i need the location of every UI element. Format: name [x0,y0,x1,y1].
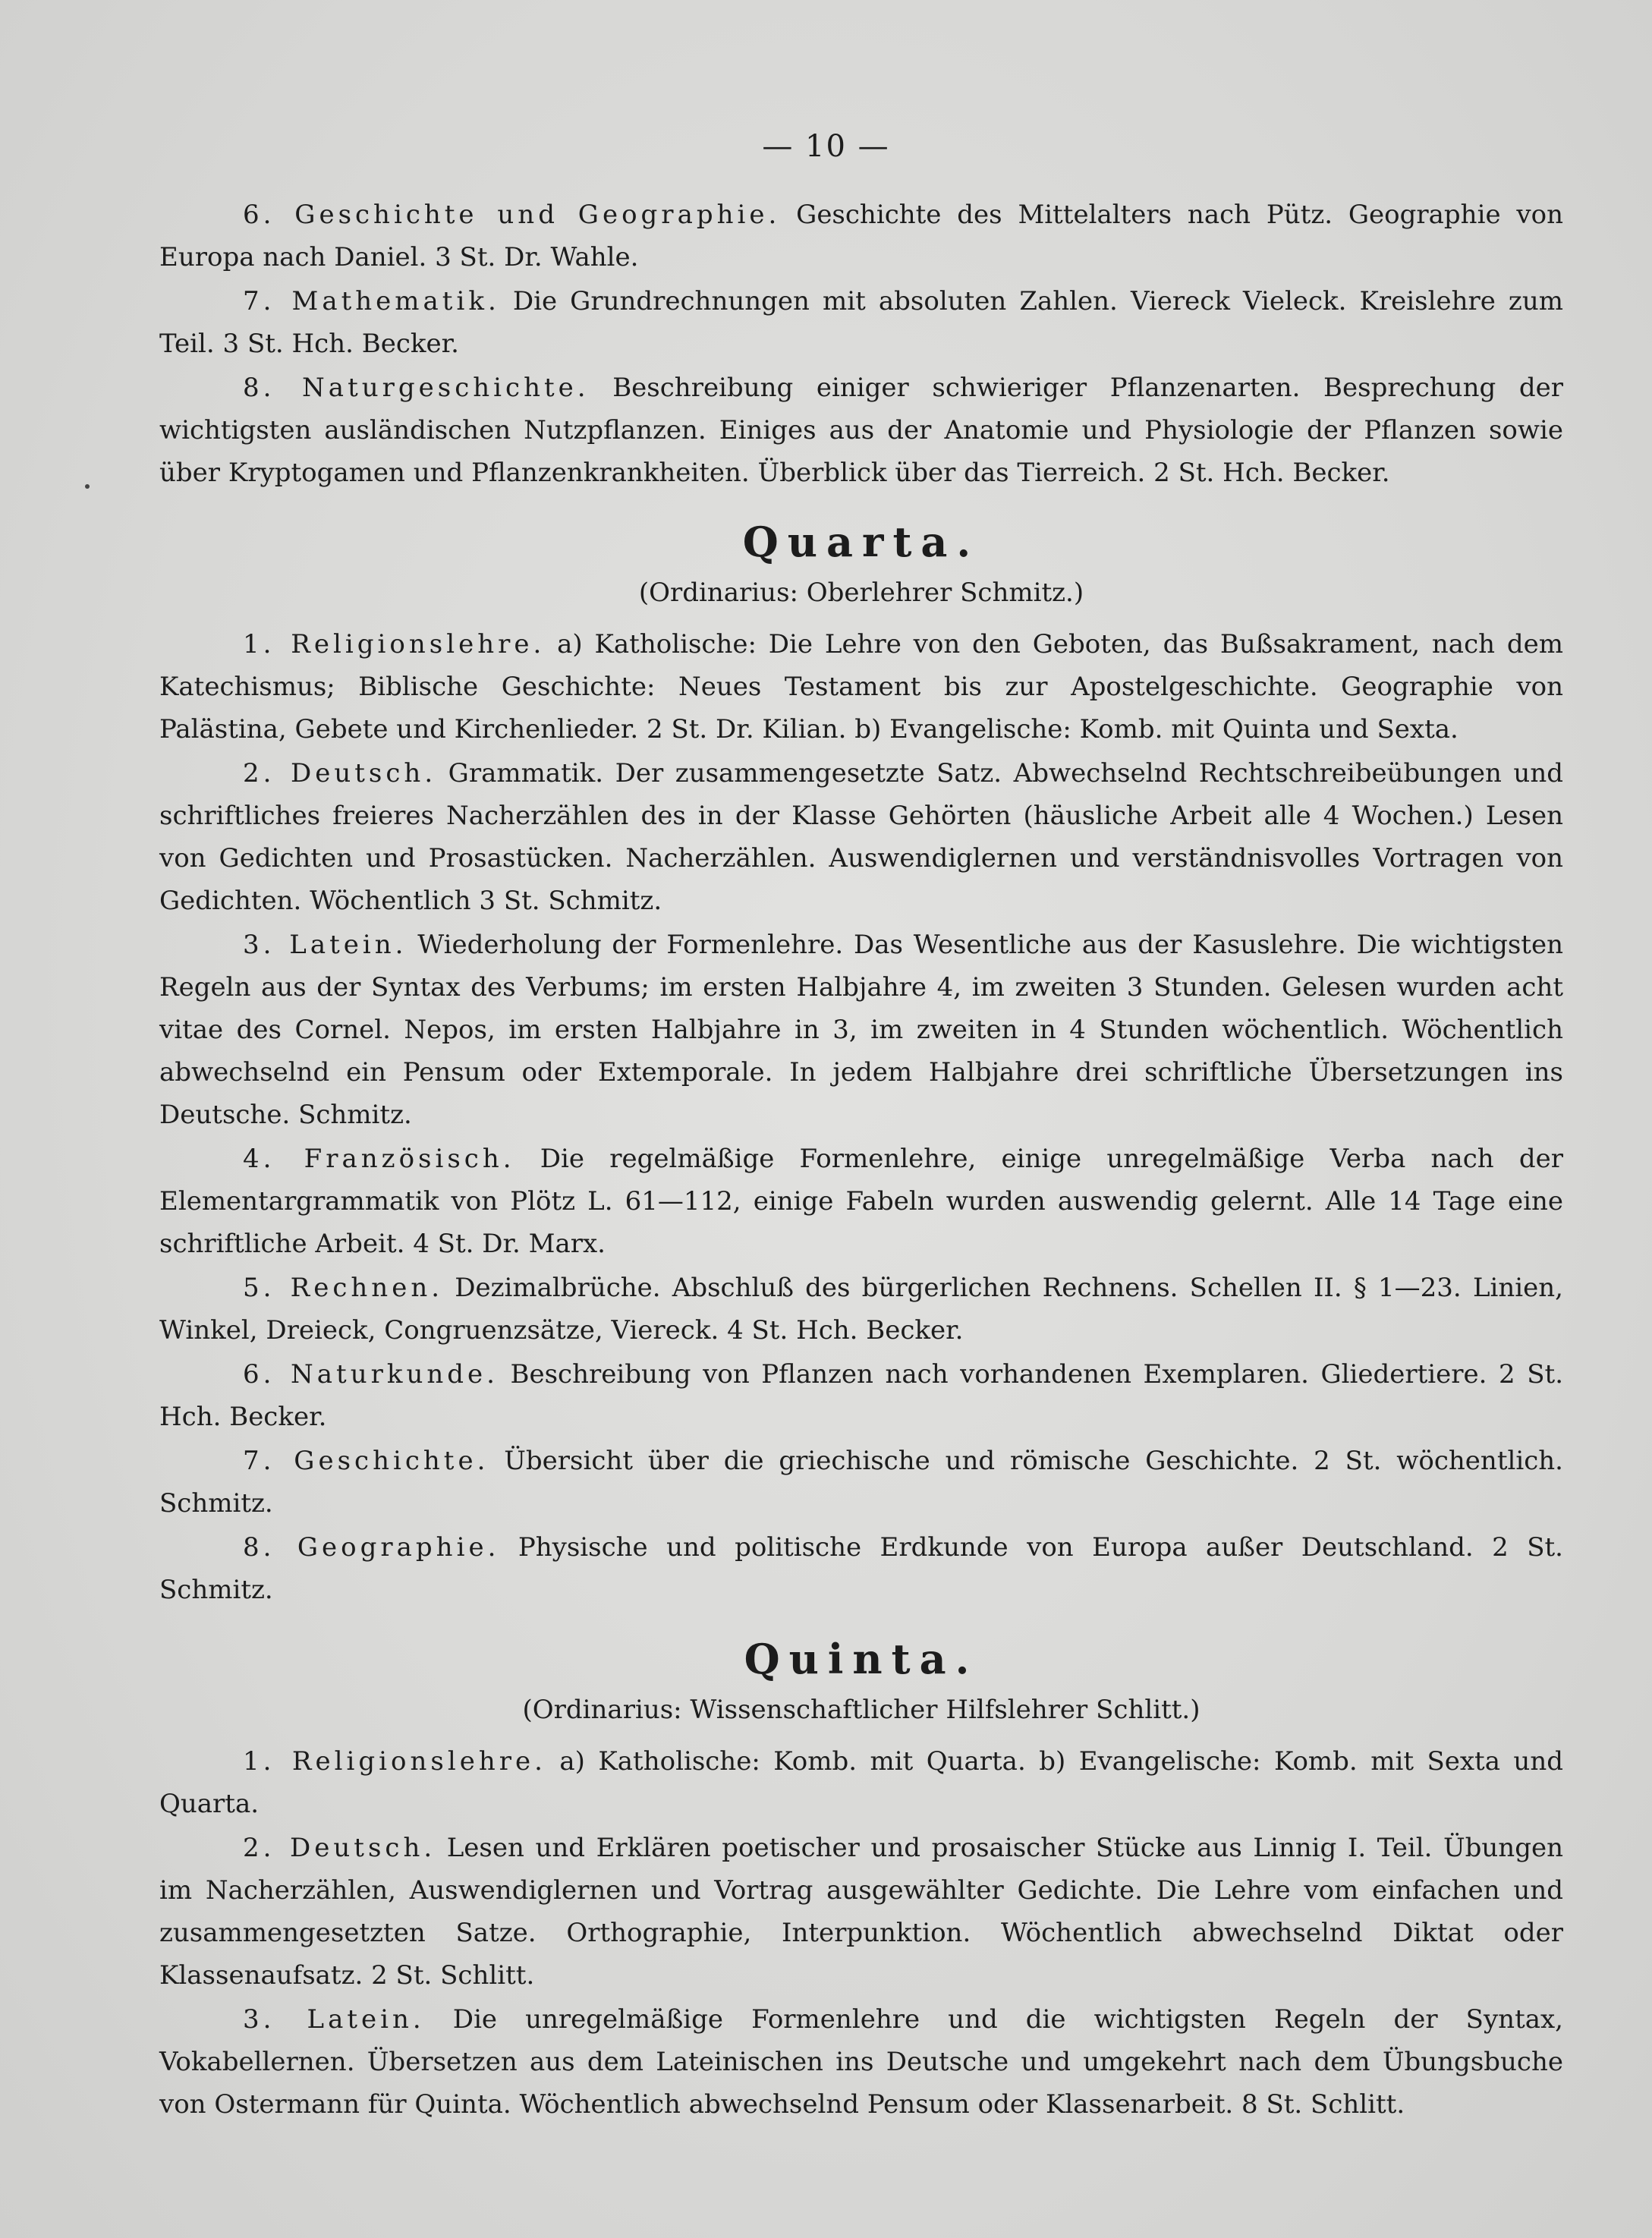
list-item [159,1827,1563,1997]
subject-label: 3. Latein. [243,2004,425,2035]
subject-text: Geschichte des Mittelalters nach Pütz. Geographie von Europa nach Daniel. 3 St. Dr. Wahle. [159,200,1563,272]
subject-label: 2. Deutsch. [243,758,437,788]
subject-text: Die Grundrechnungen mit absoluten Zahlen. Viereck Vieleck. Kreislehre zum Teil. 3 St. Hch. Becker. [159,286,1563,359]
list-item [159,367,1563,494]
subject-text: a) Katholische: Komb. mit Quarta. b) Evangelische: Komb. mit Sexta und Quarta. [159,1746,1563,1819]
subject-text: Physische und politische Erdkunde von Europa außer Deutschland. 2 St. Schmitz. [159,1532,1563,1605]
subject-text: Dezimalbrüche. Abschluß des bürgerlichen Rechnens. Schellen II. § 1—23. Linien, Winkel, Dreieck, Congruenzsätze, Viereck. 4 St. Hch. Becker. [159,1273,1563,1346]
list-item [159,924,1563,1136]
subject-label: 1. Religionslehre. [243,1746,546,1777]
ordinarius-quarta: (Ordinarius: Oberlehrer Schmitz.) [638,578,1084,608]
page-number: — 10 — [762,129,890,164]
list-item [159,1353,1563,1438]
list-item [159,194,1563,279]
subject-text: Grammatik. Der zusammengesetzte Satz. Abwechselnd Rechtschreibeübungen und schriftliches freieres Nacherzählen des in der Klasse Gehörten (häusliche Arbeit alle 4 Wochen.) Lesen von Gedichten und Prosastücken. Nacherzählen. Auswendiglernen und verständnisvolles Vortragen von Gedichten. Wöchentlich 3 St. Schmitz. [159,758,1563,916]
ordinarius-quinta: (Ordinarius: Wissenschaftlicher Hilfslehrer Schlitt.) [522,1695,1200,1725]
list-item [159,752,1563,922]
subject-label: 6. Geschichte und Geographie. [243,200,781,230]
subject-label: 7. Geschichte. [243,1446,489,1476]
list-item [159,623,1563,751]
list-item [159,1526,1563,1611]
subject-text: Beschreibung einiger schwieriger Pflanzenarten. Besprechung der wichtigsten ausländischen Nutzpflanzen. Einiges aus der Anatomie und Physiologie der Pflanzen sowie über Kryptogamen und Pflanzenkrankheiten. Überblick über das Tierreich. 2 St. Hch. Becker. [159,373,1563,488]
subject-label: 7. Mathematik. [243,286,500,316]
section-heading-quinta: Quinta. [744,1635,979,1683]
subject-label: 8. Naturgeschichte. [243,373,590,403]
subject-label: 8. Geographie. [243,1532,500,1563]
list-item [159,1267,1563,1352]
list-item [159,1998,1563,2126]
subject-text: Wiederholung der Formenlehre. Das Wesentliche aus der Kasuslehre. Die wichtigsten Regeln aus der Syntax des Verbums; im ersten Halbjahre 4, im zweiten 3 Stunden. Gelesen wurden acht vitae des Cornel. Nepos, im ersten Halbjahre in 3, im zweiten in 4 Stunden wöchentlich. Wöchentlich abwechselnd ein Pensum oder Extemporale. In jedem Halbjahre drei schriftliche Übersetzungen ins Deutsche. Schmitz. [159,930,1563,1130]
subject-label: 4. Französisch. [243,1144,515,1174]
page-body [159,194,1563,2127]
list-item [159,1740,1563,1825]
subject-text: Übersicht über die griechische und römische Geschichte. 2 St. wöchentlich. Schmitz. [159,1446,1563,1519]
subject-label: 3. Latein. [243,930,407,960]
section-heading-quarta: Quarta. [742,518,980,566]
subject-label: 6. Naturkunde. [243,1359,499,1390]
subject-text: Lesen und Erklären poetischer und prosaischer Stücke aus Linnig I. Teil. Übungen im Nacherzählen, Auswendiglernen und Vortrag ausgewählter Gedichte. Die Lehre vom einfachen und zusammengesetzten Satze. Orthographie, Interpunktion. Wöchentlich abwechselnd Diktat oder Klassenaufsatz. 2 St. Schlitt. [159,1833,1563,1991]
list-item [159,1138,1563,1265]
subject-text: Die unregelmäßige Formenlehre und die wichtigsten Regeln der Syntax, Vokabellernen. Übersetzen aus dem Lateinischen ins Deutsche und umgekehrt nach dem Übungsbuche von Ostermann für Quinta. Wöchentlich abwechselnd Pensum oder Klassenarbeit. 8 St. Schlitt. [159,2004,1563,2120]
list-item [159,280,1563,365]
subject-text: Die regelmäßige Formenlehre, einige unregelmäßige Verba nach der Elementargrammatik von Plötz L. 61—112, einige Fabeln wurden auswendig gelernt. Alle 14 Tage eine schriftliche Arbeit. 4 St. Dr. Marx. [159,1144,1563,1259]
subject-text: a) Katholische: Die Lehre von den Geboten, das Bußsakrament, nach dem Katechismus; Biblische Geschichte: Neues Testament bis zur Apostelgeschichte. Geographie von Palästina, Gebete und Kirchenlieder. 2 St. Dr. Kilian. b) Evangelische: Komb. mit Quinta und Sexta. [159,629,1563,744]
subject-label: 1. Religionslehre. [243,629,546,659]
list-item [159,1440,1563,1525]
subject-label: 2. Deutsch. [243,1833,436,1863]
subject-text: Beschreibung von Pflanzen nach vorhandenen Exemplaren. Gliedertiere. 2 St. Hch. Becker. [159,1359,1564,1432]
print-speck [85,484,90,489]
subject-label: 5. Rechnen. [243,1273,444,1303]
